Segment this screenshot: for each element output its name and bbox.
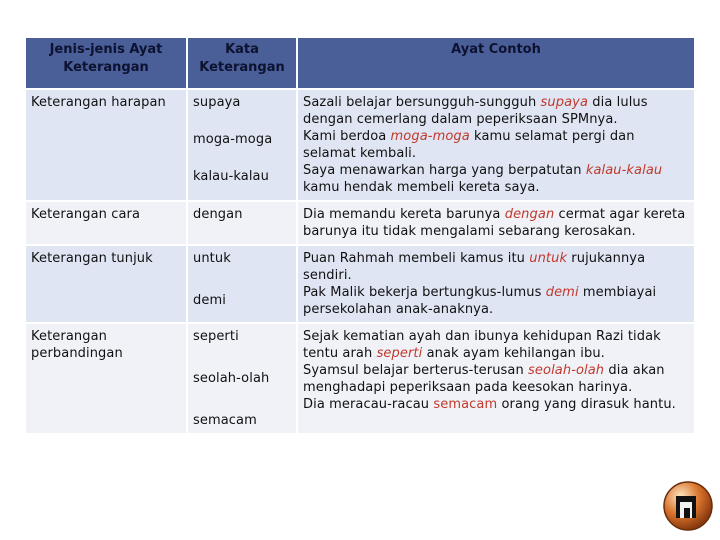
adverb-word: supaya [193, 95, 241, 110]
highlighted-word: untuk [529, 251, 568, 266]
words-cell [188, 324, 296, 433]
header-row [26, 38, 694, 88]
table-row [26, 90, 694, 200]
example-sentence: Kami berdoa moga-moga kamu selamat pergi dan selamat kembali. [303, 129, 635, 161]
type-cell: Keterangan cara [26, 202, 186, 244]
type-cell: Keterangan harapan [26, 90, 186, 200]
highlighted-word: moga-moga [390, 129, 470, 144]
example-sentence: Syamsul belajar berterus-terusan seolah-olah dia akan menghadapi peperiksaan pada keesokan harinya. [303, 363, 665, 395]
highlighted-word: kalau-kalau [585, 163, 663, 178]
adverb-word: demi [193, 293, 226, 308]
table-row [26, 324, 694, 433]
header-word: Kata Keterangan [188, 38, 296, 88]
example-sentence: Sejak kematian ayah dan ibunya kehidupan Razi tidak tentu arah seperti anak ayam kehilangan ibu. [303, 329, 661, 361]
highlighted-word: supaya [540, 95, 589, 110]
highlighted-word: demi [545, 285, 579, 300]
examples-cell [298, 324, 694, 433]
example-sentence: Sazali belajar bersungguh-sungguh supaya dia lulus dengan cemerlang dalam peperiksaan SPMnya. [303, 95, 648, 127]
words-cell [188, 202, 296, 244]
adverb-word: dengan [193, 207, 243, 222]
header-type: Jenis-jenis Ayat Keterangan [26, 38, 186, 88]
examples-cell [298, 246, 694, 322]
example-sentence: Pak Malik bekerja bertungkus-lumus demi membiayai persekolahan anak-anaknya. [303, 285, 657, 317]
type-cell: Keterangan tunjuk [26, 246, 186, 322]
adverb-word: untuk [193, 251, 231, 266]
example-sentence: Dia meracau-racau semacam orang yang dirasuk hantu. [303, 397, 676, 412]
adverb-word: semacam [193, 413, 257, 428]
highlighted-word: dengan [504, 207, 555, 222]
type-cell: Keterangan perbandingan [26, 324, 186, 433]
header-example: Ayat Contoh [298, 38, 694, 88]
example-sentence: Saya menawarkan harga yang berpatutan kalau-kalau kamu hendak membeli kereta saya. [303, 163, 663, 195]
examples-cell [298, 202, 694, 244]
adverb-word: seolah-olah [193, 371, 270, 386]
words-cell [188, 246, 296, 322]
home-nav-icon[interactable] [662, 480, 714, 532]
example-sentence: Puan Rahmah membeli kamus itu untuk rujukannya sendiri. [303, 251, 646, 283]
table-row [26, 246, 694, 322]
words-cell [188, 90, 296, 200]
highlighted-word: semacam [433, 397, 498, 412]
highlighted-word: seperti [376, 346, 423, 361]
adverb-word: moga-moga [193, 132, 273, 147]
example-sentence: Dia memandu kereta barunya dengan cermat agar kereta barunya itu tidak mengalami sebarang kerosakan. [303, 207, 686, 239]
adverb-word: kalau-kalau [193, 169, 269, 184]
adverb-word: seperti [193, 329, 239, 344]
table-row [26, 202, 694, 244]
adverb-table [24, 36, 696, 435]
highlighted-word: seolah-olah [528, 363, 605, 378]
examples-cell [298, 90, 694, 200]
